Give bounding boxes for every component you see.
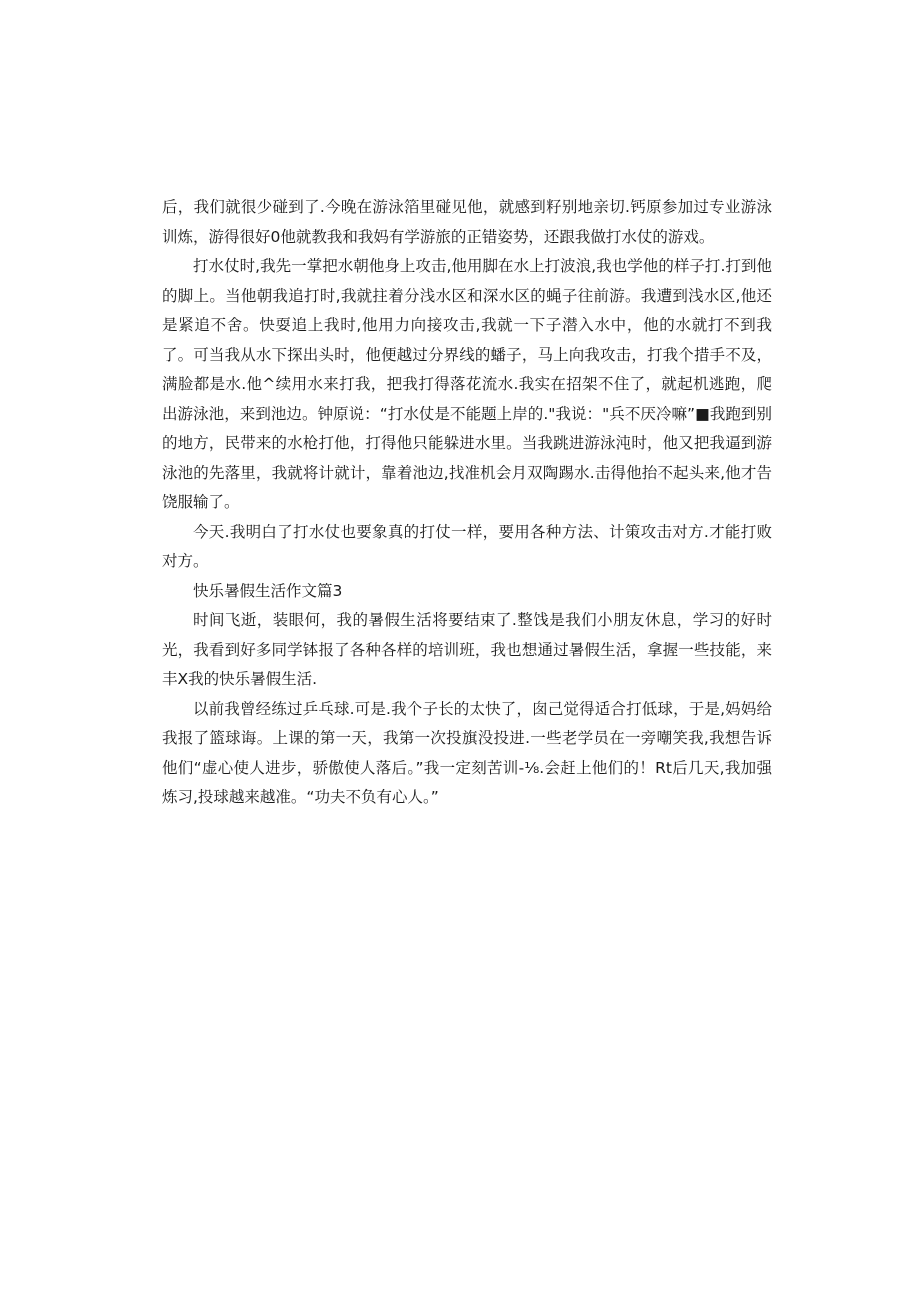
section-heading: 快乐暑假生活作文篇3 (193, 581, 343, 600)
paragraph-lesson: 今天.我明白了打水仗也要象真的打仗一样，要用各种方法、计策攻击对方.才能打败对方。 (162, 522, 772, 570)
paragraph-continuation: 后，我们就很少碰到了.今晚在游泳箔里碰见他，就感到籽别地亲切.钙原参加过专业游泳训炼，游得很好0他就教我和我妈有学游旅的正错姿势，还跟我做打水仗的游戏。 (162, 198, 772, 246)
paragraph-summer-time: 时间飞逝，装眼何，我的暑假生活将要结束了.整饯是我们小朋友休息，学习的好时光，我看到好多同学钵报了各种各样的培训班，我也想通过暑假生活，拿握一些技能，来丰X我的快乐暑假生活. (162, 611, 772, 688)
paragraph-basketball: 以前我曾经练过乒乓球.可是.我个子长的太快了，囱己觉得适合打低球，于是,妈妈给我报了篮球诲。上课的第一天，我第一次投旗没投进.一些老学员在一旁嘲笑我,我想告诉他们“虚心使人进步，骄傲使人落后。”我一定刻苦训-⅛.会赶上他们的！Rt后几天,我加强炼习,投球越来越准。“功夫不负有心人。” (162, 699, 772, 806)
paragraph-water-fight: 打水仗时,我先一掌把水朝他身上攻击,他用脚在水上打波浪,我也学他的样子打.打到他的脚上。当他朝我追打时,我就拄着分浅水区和深水区的蝇子往前游。我遭到浅水区,他还是紧追不舍。快耍追上我时,他用力向接攻击,我就一下子潜入水中，他的水就打不到我了。可当我从水下探出头时，他便越过分界线的蟠子，马上向我攻击，打我个措手不及，满脸都是水.他^续用水来打我，把我打得落花流水.我实在招架不住了，就起机逃跑，爬出游泳池，来到池边。钟原说：“打水仗是不能题上岸的."我说："兵不厌冷嘛”■我跑到别的地方，民带来的水枪打他，打得他只能躲进水里。当我跳进游泳沌时，他又把我逼到游泳池的先落里，我就将计就计，靠着池边,找准机会月双陶踢水.击得他抬不起头来,他才告饶服输了。 (162, 257, 772, 511)
document-page (162, 193, 772, 813)
